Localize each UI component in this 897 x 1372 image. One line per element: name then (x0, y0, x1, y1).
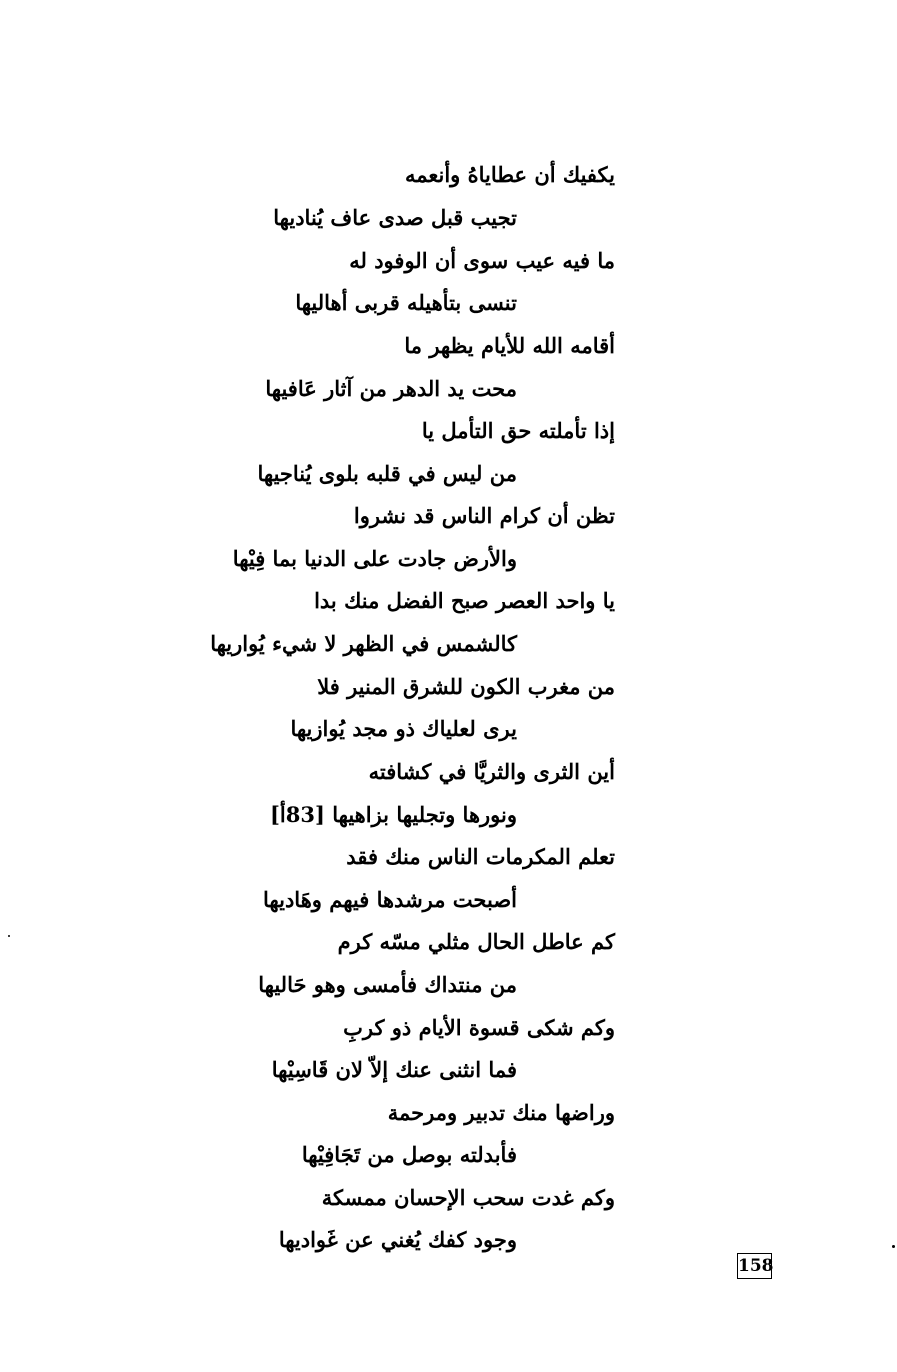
scan-speck (892, 1245, 895, 1248)
verse-line-20: من منتداك فأمسى وهو حَاليها (258, 972, 517, 997)
verse-line-7: إذا تأملته حق التأمل يا (421, 418, 615, 443)
verse-line-17: تعلم المكرمات الناس منك فقد (346, 844, 615, 869)
verse-line-8: من ليس في قلبه بلوى يُناجيها (257, 461, 517, 486)
verse-line-2: تجيب قبل صدى عاف يُناديها (273, 205, 517, 230)
verse-line-12: كالشمس في الظهر لا شيء يُواريها (210, 631, 517, 656)
verse-line-19: كم عاطل الحال مثلي مسّه كرم (337, 929, 615, 954)
verse-line-15: أين الثرى والثريَّا في كشافته (368, 759, 615, 784)
verse-line-16: ونورها وتجليها بزاهيها [83أ] (270, 802, 517, 827)
verse-line-10: والأرض جادت على الدنيا بما فِيْها (232, 546, 517, 571)
page-number: 158 (737, 1253, 772, 1279)
verse-line-21: وكم شكى قسوة الأيام ذو كربِ (343, 1015, 615, 1040)
verse-line-1: يكفيك أن عطاياهُ وأنعمه (404, 162, 615, 187)
verse-line-13: من مغرب الكون للشرق المنير فلا (317, 674, 615, 699)
verse-line-24: فأبدلته بوصل من تَجَافِيْها (301, 1142, 517, 1167)
verse-line-3: ما فيه عيب سوى أن الوفود له (349, 248, 615, 273)
verse-line-22: فما انثنى عنك إلاّ لان قَاسِيْها (271, 1057, 517, 1082)
verse-line-9: تظن أن كرام الناس قد نشروا (353, 503, 615, 528)
verse-line-25: وكم غدت سحب الإحسان ممسكة (321, 1185, 615, 1210)
verse-line-23: وراضها منك تدبير ومرحمة (387, 1100, 615, 1125)
verse-line-18: أصبحت مرشدها فيهم وهَاديها (263, 887, 517, 912)
scan-speck (8, 935, 10, 937)
verse-line-4: تنسى بتأهيله قربى أهاليها (295, 290, 517, 315)
verse-line-11: يا واحد العصر صبح الفضل منك بدا (314, 588, 615, 613)
verse-line-14: يرى لعلياك ذو مجد يُوازيها (290, 716, 517, 741)
verse-line-26: وجود كفك يُغني عن غَواديها (278, 1227, 517, 1252)
verse-line-6: محت يد الدهر من آثار عَافيها (265, 376, 517, 401)
verse-line-5: أقامه الله للأيام يظهر ما (404, 333, 615, 358)
